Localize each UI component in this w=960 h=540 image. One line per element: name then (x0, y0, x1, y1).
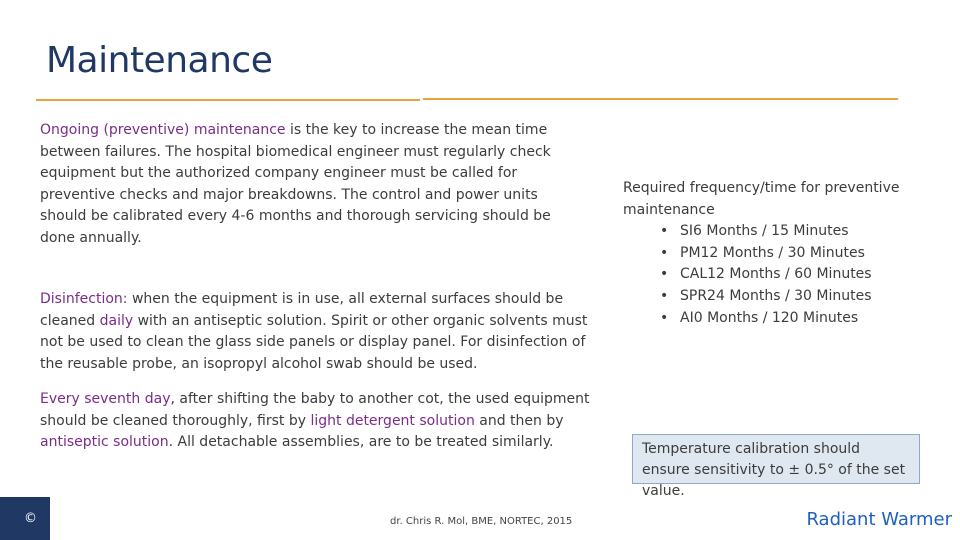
bullet-icon: • (660, 287, 669, 304)
frequency-heading: Required frequency/time for preventive maintenance (623, 180, 900, 218)
bullet-icon: • (660, 266, 669, 283)
bullet-icon: • (660, 244, 669, 261)
list-item (623, 243, 923, 265)
list-item (623, 286, 923, 308)
title-underline-left (36, 99, 420, 101)
ongoing-maintenance-text: is the key to increase the mean time between failures. The hospital biomedical engineer must regularly check equipment but the authorized company engineer must be called for preventive checks and major breakdowns. The control and power units should be calibrated every 4-6 months and thorough servicing should be done annually. (40, 122, 551, 246)
weekly-cleaning-lead: Every seventh day (40, 391, 171, 407)
disinfection-text-1: when the equipment is in use, all external surfaces should be cleaned (40, 291, 564, 329)
weekly-cleaning-antiseptic: antiseptic solution (40, 434, 169, 451)
ongoing-maintenance-lead: Ongoing (preventive) maintenance (40, 122, 286, 138)
list-item (623, 221, 923, 243)
bullet-icon: • (660, 223, 669, 240)
frequency-panel (623, 178, 923, 329)
calibration-note-box: Temperature calibration should ensure sensitivity to ± 0.5° of the set value. (632, 434, 920, 484)
frequency-item-text: AI0 Months / 120 Minutes (680, 309, 859, 326)
copyright-icon: © (24, 511, 37, 526)
weekly-cleaning-paragraph (40, 389, 600, 454)
footer-author: dr. Chris R. Mol, BME, NORTEC, 2015 (390, 516, 573, 527)
disinfection-daily: daily (99, 312, 134, 329)
frequency-item-text: SI6 Months / 15 Minutes (680, 223, 849, 240)
disinfection-lead: Disinfection: (40, 291, 128, 307)
frequency-item-text: CAL12 Months / 60 Minutes (680, 266, 872, 283)
weekly-cleaning-text-1: , after shifting the baby to another cot, the used equipment should be cleaned thoroughly, first by (40, 391, 590, 429)
frequency-item-text: SPR24 Months / 30 Minutes (680, 287, 872, 304)
weekly-cleaning-text-3: . All detachable assemblies, are to be treated similarly. (168, 434, 554, 451)
disinfection-paragraph (40, 289, 600, 375)
frequency-item-text: PM12 Months / 30 Minutes (680, 244, 865, 261)
list-item (623, 308, 923, 330)
weekly-cleaning-text-2: and then by (474, 412, 564, 429)
disinfection-text-2: with an antiseptic solution. Spirit or other organic solvents must not be used to clean the glass side panels or display panel. For disinfection of the reusable probe, an isopropyl alcohol swab should be used. (40, 312, 588, 372)
weekly-cleaning-detergent: light detergent solution (310, 412, 475, 429)
bullet-icon: • (660, 309, 669, 326)
footer-device-label: Radiant Warmer (806, 509, 952, 530)
frequency-list (623, 221, 923, 329)
ongoing-maintenance-paragraph (40, 120, 580, 250)
title-underline-right (423, 98, 898, 100)
page-title: Maintenance (46, 40, 273, 81)
list-item (623, 264, 923, 286)
